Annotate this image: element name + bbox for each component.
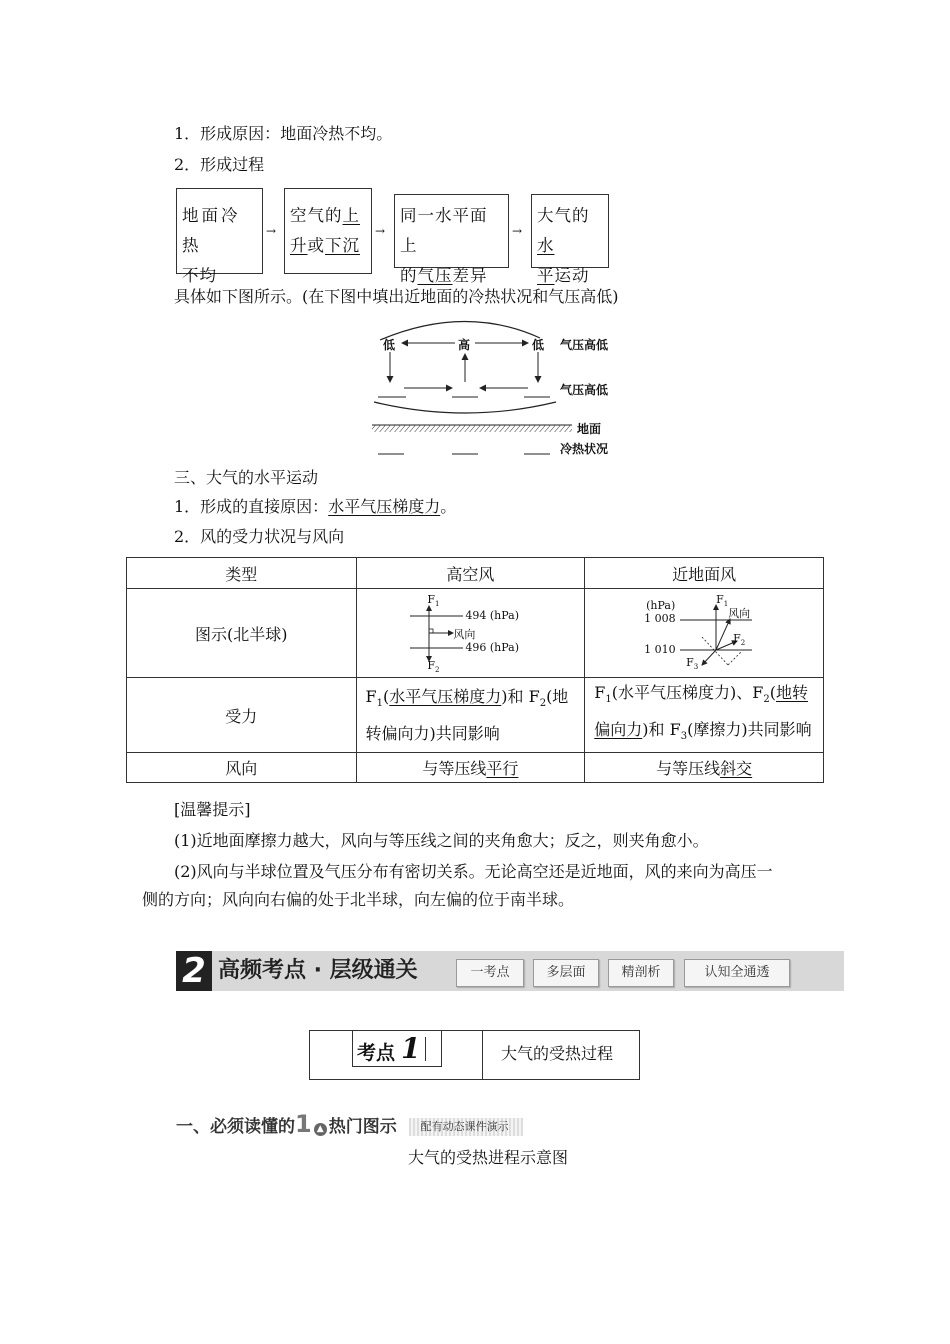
must-read-note: 配有动态课件演示 [409,1118,523,1136]
flow-note: 具体如下图所示。(在下图中填出近地面的冷热状况和气压高低) [174,287,619,306]
text: F [594,683,606,702]
text: 大气的 [537,206,590,225]
row-label-force: 受力 [127,678,357,753]
upper-isobar-494: 494 (hPa) [465,609,519,622]
must-read-prefix: 一、必须读懂的 [176,1117,295,1137]
upper-high-mid: 高 [458,338,471,352]
subscript: 3 [680,731,688,743]
surface-wind-direction-label: 风向 [728,607,751,620]
flow-box-3-line1: 同一水平面上 [400,206,488,255]
upper-wind-diagram [405,593,535,673]
surface-f1-label [716,593,728,608]
text: 。 [440,497,457,516]
text: )和 F [501,686,540,706]
must-read-number: 1 [295,1110,312,1138]
text: 运动 [554,266,590,285]
kaodian-divider [425,1037,426,1061]
upper-pressure-label: 气压高低 [560,338,609,352]
upper-wind-diagram-cell [356,589,585,678]
answer: 水平气压梯度力 [389,686,502,706]
table-row-force [127,678,824,753]
up-arrow-icon: ▲ [314,1123,327,1136]
table-row-wind [127,753,824,783]
subscript: 3 [693,663,699,672]
kaodian-title: 大气的受热过程 [501,1044,614,1063]
item-label: 1．形成原因： [174,124,281,143]
text: F [733,632,741,645]
text: 或 [307,236,325,255]
upper-wind-direction-label: 风向 [453,628,476,641]
text: F [365,686,377,706]
surface-unit-label: (hPa) [646,599,676,612]
text: (地 [546,686,569,706]
text: (水平气压梯度力)、F [611,683,764,702]
surface-isobar-1010: 1 010 [644,643,676,656]
text: F [427,593,436,606]
item-formation-cause [174,124,392,144]
banner-number: 2 [176,951,212,991]
section-banner [176,951,844,991]
item-text: 地面冷热不均。 [280,124,393,143]
upper-low-right: 低 [532,338,545,352]
surface-force-cell [585,678,824,753]
answer: 下沉 [325,236,360,255]
tips-title: [温馨提示] [174,800,251,819]
upper-low-left: 低 [383,338,396,352]
subscript: 1 [376,697,383,709]
text: F [427,659,436,672]
section-item-2: 2．风的受力状况与风向 [174,527,345,546]
answer: 斜交 [720,759,753,779]
text: )和 F [642,720,681,740]
must-read-heading [176,1112,523,1136]
text: 空气的 [290,206,343,225]
surface-wind-diagram [644,593,764,673]
text: 差异 [452,266,488,285]
surface-f3-label [686,656,698,671]
answer: 地转 [775,683,808,702]
answer: 平 [537,266,555,285]
flow-arrow-1: → [266,224,277,238]
flow-box-1-line1: 地面冷热 [182,206,241,255]
banner-button-tongtou[interactable]: 认知全通透 [684,959,790,987]
subscript: 2 [763,694,770,706]
flow-box-4 [531,194,609,285]
subscript: 2 [740,639,746,648]
text: 1．形成的直接原因： [174,497,329,516]
kaodian-separator [482,1031,483,1079]
subscript: 2 [539,697,547,709]
tip-2-line-1: (2)风向与半球位置及气压分布有密切关系。无论高空还是近地面，风的来向为高压一 [174,862,773,881]
wind-table [126,557,824,783]
answer: 气压 [417,266,453,285]
surface-wind-diagram-cell [585,589,824,678]
section-heading: 三、大气的水平运动 [174,468,319,487]
subscript: 1 [435,600,440,609]
text: 的 [400,266,418,285]
answer: 水平气压梯度力 [328,497,441,516]
must-read-suffix: 热门图示 [328,1117,397,1137]
text: ( [769,683,776,702]
flow-box-4-line1 [537,201,604,261]
table-header-row [127,558,824,589]
surface-isobar-1008: 1 008 [644,612,676,625]
answer: 平行 [486,759,519,779]
answer: 升 [290,236,308,255]
flow-box-1 [176,188,263,285]
kaodian-label: 考点 [357,1042,396,1064]
subscript: 1 [605,694,612,706]
ground-label: 地面 [577,422,602,436]
tip-2-line-2: 侧的方向；风向向右偏的处于北半球，向左偏的位于南半球。 [142,890,575,909]
answer: 上 [342,206,360,225]
answer: 偏向力 [594,720,643,740]
upper-f2-label [427,659,439,674]
flow-box-2 [284,188,372,274]
table-row-diagram [127,589,824,678]
text: 转偏向力)共同影响 [365,723,500,743]
header-upper: 高空风 [356,558,585,589]
flow-arrow-3: → [512,224,523,238]
text: 与等压线 [422,759,487,779]
upper-isobar-496: 496 (hPa) [465,641,519,654]
surface-wind-direction [585,753,824,783]
lower-pressure-label: 气压高低 [560,383,609,397]
surface-f2-label [733,632,745,647]
subscript: 1 [723,600,729,609]
header-surface: 近地面风 [585,558,824,589]
section-item-1 [174,497,456,517]
row-label-diagram: 图示(北半球) [127,589,357,678]
kaodian-tab [352,1031,442,1067]
text: ( [382,686,390,706]
thermal-circulation-diagram [360,312,620,462]
header-type: 类型 [127,558,357,589]
banner-title: 高频考点 · 层级通关 [218,958,418,983]
answer: 水 [537,236,555,255]
text: (摩擦力)共同影响 [687,720,812,740]
banner-button-poxi[interactable]: 精剖析 [608,959,674,987]
upper-wind-direction [356,753,585,783]
item-formation-process: 2．形成过程 [174,155,265,174]
lower-isobar-curve [374,402,556,413]
text: F [716,593,724,606]
kaodian-number: 1 [401,1032,421,1065]
kaodian-box [309,1030,640,1080]
ground-hatch [372,425,572,432]
row-label-wind: 风向 [127,753,357,783]
flow-box-2-line2 [290,231,367,261]
upper-f1-label [427,593,439,608]
hot-cold-label: 冷热状况 [560,442,609,456]
figure-title: 大气的受热进程示意图 [408,1148,569,1167]
text: 与等压线 [656,759,721,779]
tip-1: (1)近地面摩擦力越大，风向与等压线之间的夹角愈大；反之，则夹角愈小。 [174,831,709,850]
flow-box-1-line2: 不均 [182,266,217,285]
text: F [686,656,694,669]
banner-button-cengmian[interactable]: 多层面 [533,959,599,987]
flow-box-3 [394,194,509,285]
flow-box-2-line1 [290,201,367,231]
subscript: 2 [435,666,440,675]
flow-arrow-2: → [375,224,386,238]
banner-button-kaodian[interactable]: 一考点 [456,959,524,987]
upper-force-cell [356,678,585,753]
